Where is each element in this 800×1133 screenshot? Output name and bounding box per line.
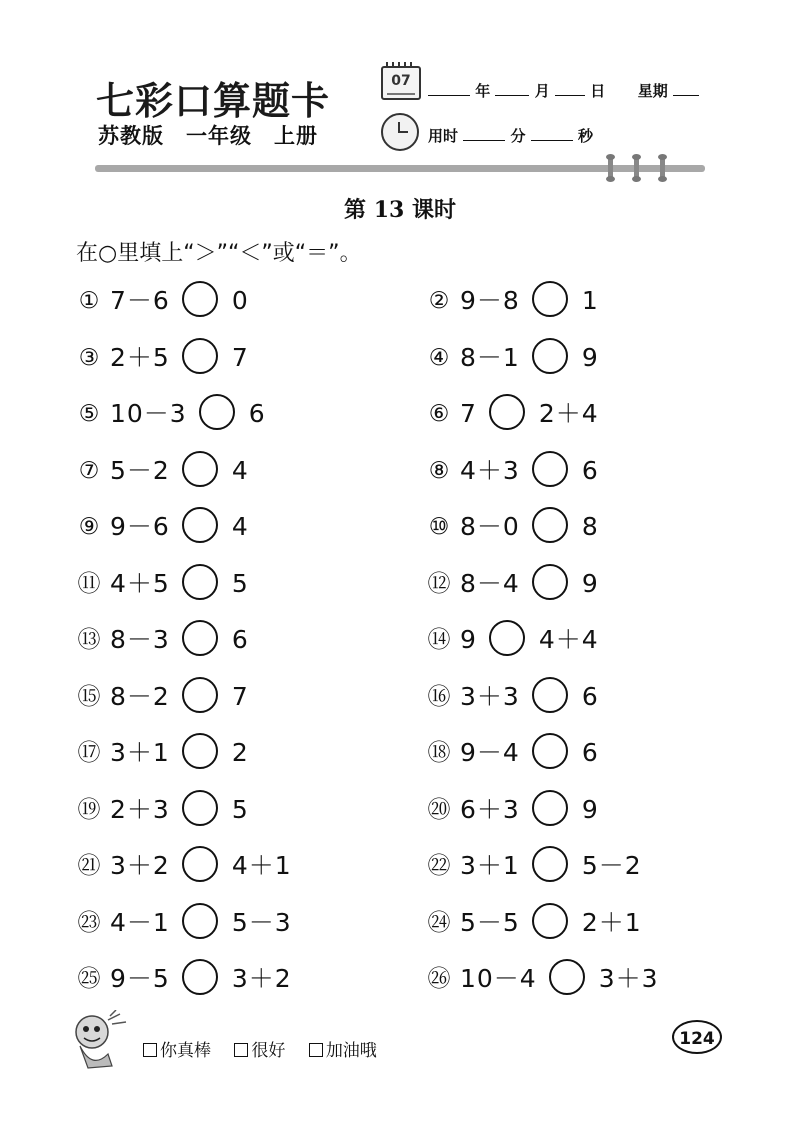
- left-expression: 4＋3: [460, 455, 520, 485]
- left-expression: 7: [460, 399, 477, 428]
- problem-number: ㉕: [77, 966, 101, 992]
- problem-number: ⑦: [78, 457, 100, 484]
- left-expression: 8－4: [460, 568, 520, 598]
- left-expression: 10－3: [110, 399, 187, 428]
- checkbox[interactable]: [309, 1043, 323, 1057]
- month-label: 月: [534, 82, 550, 100]
- problem-number: ①: [78, 288, 100, 314]
- answer-circle[interactable]: [182, 451, 218, 487]
- left-expression: 2＋3: [110, 794, 170, 824]
- answer-circle[interactable]: [532, 846, 568, 882]
- answer-circle[interactable]: [182, 620, 218, 656]
- problem-number: ⑩: [428, 514, 450, 540]
- right-expression: 9: [581, 568, 599, 598]
- day-blank[interactable]: [555, 81, 585, 96]
- binder-ring-icon: [634, 157, 639, 179]
- right-expression: 4＋4: [538, 625, 599, 654]
- rating-label: 很好: [251, 1041, 286, 1061]
- right-expression: 9: [581, 794, 599, 824]
- year-label: 年: [475, 82, 491, 100]
- answer-circle[interactable]: [182, 903, 218, 939]
- answer-circle[interactable]: [532, 903, 568, 939]
- time-used-label: 用时: [428, 127, 459, 145]
- binder-ring-icon: [660, 157, 665, 179]
- answer-circle[interactable]: [199, 394, 235, 430]
- answer-circle[interactable]: [532, 507, 568, 543]
- left-expression: 3＋1: [460, 851, 520, 880]
- answer-circle[interactable]: [182, 677, 218, 713]
- right-expression: 9: [581, 342, 599, 372]
- answer-circle[interactable]: [532, 564, 568, 600]
- right-expression: 5: [231, 794, 249, 824]
- right-expression: 7: [231, 342, 249, 372]
- calendar-icon: [381, 66, 421, 100]
- edition-label: 苏教版 一年级 上册: [98, 124, 318, 148]
- right-expression: 3＋2: [231, 964, 292, 993]
- rating-option[interactable]: [143, 1041, 211, 1061]
- left-expression: 9: [460, 625, 477, 654]
- left-expression: 6＋3: [460, 794, 520, 824]
- problem-number: ⑭: [427, 627, 451, 653]
- problem-number: ③: [78, 344, 100, 371]
- right-expression: 1: [581, 286, 599, 315]
- checkbox[interactable]: [143, 1043, 157, 1057]
- right-expression: 6: [581, 681, 599, 711]
- rating-label: 加油哦: [325, 1041, 377, 1061]
- rating-option[interactable]: [234, 1041, 285, 1061]
- month-blank[interactable]: [495, 81, 529, 96]
- problem-number: ⑱: [427, 740, 451, 766]
- left-expression: 3＋3: [460, 681, 520, 711]
- rating-options: [143, 1036, 395, 1061]
- left-expression: 8－2: [110, 681, 170, 711]
- year-blank[interactable]: [428, 81, 470, 96]
- problem-number: ⑫: [427, 570, 451, 597]
- answer-circle[interactable]: [182, 507, 218, 543]
- right-expression: 4: [231, 455, 249, 485]
- problem-number: ⑳: [427, 796, 451, 823]
- left-expression: 7－6: [110, 286, 170, 315]
- date-fill-line: [428, 80, 699, 101]
- left-expression: 9－6: [110, 512, 170, 541]
- left-expression: 8－1: [460, 342, 520, 372]
- problem-number: ㉑: [77, 853, 101, 879]
- problem-number: ㉖: [427, 966, 451, 992]
- left-expression: 9－8: [460, 286, 520, 315]
- problem-number: ⑨: [78, 514, 100, 540]
- left-expression: 9－5: [110, 964, 170, 993]
- problem-number: ㉒: [427, 853, 451, 879]
- rating-label: 你真棒: [160, 1041, 211, 1061]
- left-expression: 10－4: [460, 964, 537, 993]
- problem-number: ②: [428, 288, 450, 314]
- problem-number: ⑬: [77, 627, 101, 653]
- problem-number: ㉓: [77, 909, 101, 936]
- mascot-icon: [68, 1010, 132, 1072]
- calendar-number: 07: [391, 73, 411, 89]
- right-expression: 5－2: [581, 851, 642, 880]
- right-expression: 7: [231, 681, 249, 711]
- answer-circle[interactable]: [532, 281, 568, 317]
- weekday-label: 星期: [637, 82, 668, 100]
- right-expression: 2: [231, 738, 249, 767]
- left-expression: 4＋5: [110, 568, 170, 598]
- problem-number: ⑯: [427, 683, 451, 710]
- right-expression: 6: [581, 455, 599, 485]
- time-fill-line: [428, 125, 593, 146]
- left-expression: 2＋5: [110, 342, 170, 372]
- answer-circle[interactable]: [532, 451, 568, 487]
- binder-ring-icon: [608, 157, 613, 179]
- left-expression: 5－2: [110, 455, 170, 485]
- right-expression: 5－3: [231, 907, 292, 937]
- right-expression: 4: [231, 512, 249, 541]
- left-expression: 5－5: [460, 907, 520, 937]
- left-expression: 8－3: [110, 625, 170, 654]
- left-expression: 4－1: [110, 907, 170, 937]
- left-expression: 8－0: [460, 512, 520, 541]
- day-label: 日: [590, 82, 606, 100]
- answer-circle[interactable]: [532, 790, 568, 826]
- answer-circle[interactable]: [182, 733, 218, 769]
- answer-circle[interactable]: [532, 338, 568, 374]
- page-number: 124: [672, 1020, 722, 1054]
- answer-circle[interactable]: [182, 564, 218, 600]
- left-expression: 3＋1: [110, 738, 170, 767]
- problem-number: ㉔: [427, 909, 451, 936]
- answer-circle[interactable]: [489, 620, 525, 656]
- left-expression: 3＋2: [110, 851, 170, 880]
- answer-circle[interactable]: [532, 733, 568, 769]
- answer-circle[interactable]: [182, 959, 218, 995]
- problem-number: ⑲: [77, 796, 101, 823]
- right-expression: 8: [581, 512, 599, 541]
- right-expression: 6: [248, 399, 266, 428]
- problem-number: ⑧: [428, 457, 450, 484]
- problem-number: ⑪: [77, 570, 101, 597]
- answer-circle[interactable]: [532, 677, 568, 713]
- left-expression: 9－4: [460, 738, 520, 767]
- right-expression: 4＋1: [231, 851, 292, 880]
- clock-icon: [381, 113, 419, 151]
- problem-number: ④: [428, 344, 450, 371]
- right-expression: 2＋1: [581, 907, 642, 937]
- second-blank[interactable]: [531, 126, 573, 141]
- right-expression: 6: [231, 625, 249, 654]
- answer-circle[interactable]: [182, 846, 218, 882]
- problem-number: ⑤: [78, 401, 100, 427]
- instruction-text: 在○里填上“＞”“＜”或“＝”。: [76, 241, 362, 266]
- right-expression: 3＋3: [598, 964, 659, 993]
- right-expression: 0: [231, 286, 249, 315]
- problem-number: ⑰: [77, 740, 101, 766]
- problem-number: ⑥: [428, 401, 450, 427]
- checkbox[interactable]: [234, 1043, 248, 1057]
- minute-label: 分: [510, 127, 526, 145]
- second-label: 秒: [577, 127, 593, 145]
- answer-circle[interactable]: [182, 790, 218, 826]
- problem-number: ⑮: [77, 683, 101, 710]
- right-expression: 5: [231, 568, 249, 598]
- answer-circle[interactable]: [549, 959, 585, 995]
- rating-option[interactable]: [309, 1041, 377, 1061]
- answer-circle[interactable]: [182, 281, 218, 317]
- logo-title: 七彩口算题卡: [96, 78, 331, 123]
- minute-blank[interactable]: [463, 126, 505, 141]
- right-expression: 6: [581, 738, 599, 767]
- answer-circle[interactable]: [182, 338, 218, 374]
- weekday-blank[interactable]: [673, 81, 699, 96]
- answer-circle[interactable]: [489, 394, 525, 430]
- header-divider: [95, 165, 705, 172]
- lesson-title: 第 13 课时: [344, 197, 456, 223]
- right-expression: 2＋4: [538, 399, 599, 428]
